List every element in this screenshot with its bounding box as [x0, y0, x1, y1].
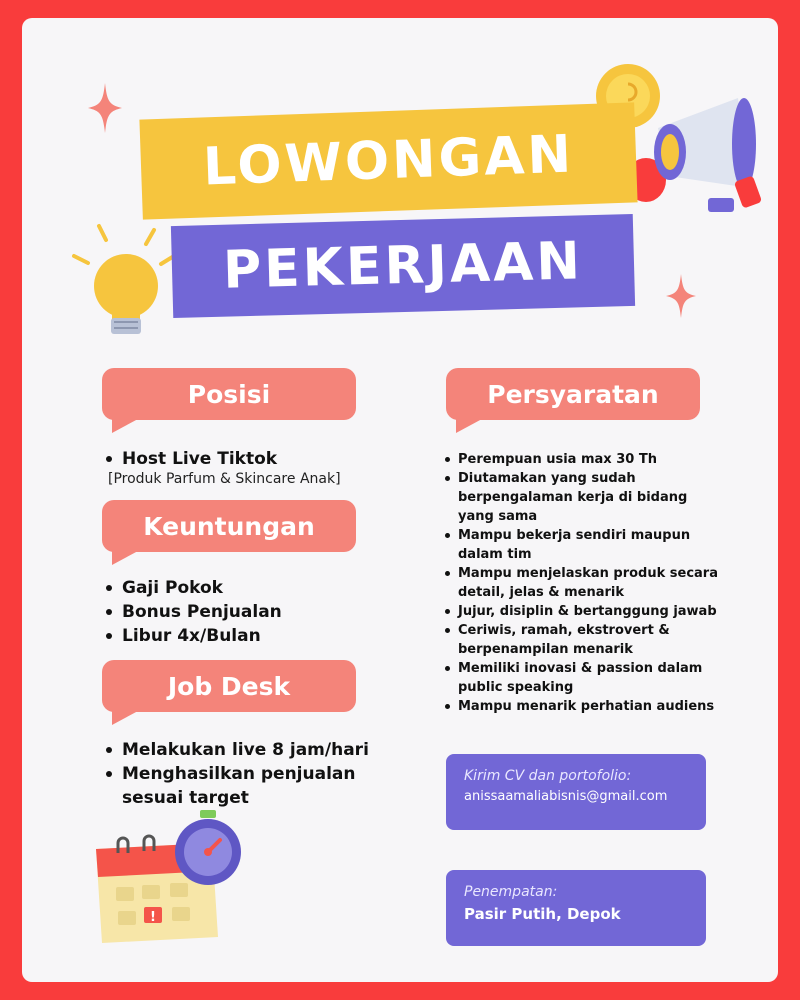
list-item: Mampu bekerja sendiri maupun dalam tim	[444, 526, 724, 564]
sparkle-icon	[666, 273, 696, 319]
list-item: Perempuan usia max 30 Th	[444, 450, 724, 469]
placement-label: Penempatan:	[464, 884, 558, 900]
keuntungan-section	[104, 576, 404, 648]
list-item: Memiliki inovasi & passion dalam public speaking	[444, 659, 724, 697]
contact-email[interactable]: anissaamaliabisnis@gmail.com	[464, 789, 668, 804]
keuntungan-heading: Keuntungan	[102, 500, 356, 552]
list-item: Menghasilkan penjualan sesuai target	[104, 762, 374, 810]
title-banner-top	[139, 102, 637, 219]
list-item: Libur 4x/Bulan	[104, 624, 404, 648]
list-item: Mampu menarik perhatian audiens	[444, 697, 724, 716]
posisi-section	[104, 447, 404, 487]
title-line-1: LOWONGAN	[202, 124, 575, 198]
lightbulb-icon	[64, 218, 184, 338]
posisi-note: [Produk Parfum & Skincare Anak]	[108, 471, 341, 487]
posisi-heading: Posisi	[102, 368, 356, 420]
placement-box	[446, 870, 706, 946]
persyaratan-heading: Persyaratan	[446, 368, 700, 420]
list-item: Host Live Tiktok	[104, 447, 404, 471]
jobdesk-section	[104, 738, 374, 810]
sparkle-icon	[88, 83, 122, 133]
list-item: Diutamakan yang sudah berpengalaman kerja di bidang yang sama	[444, 469, 724, 526]
list-item: Gaji Pokok	[104, 576, 404, 600]
list-item: Bonus Penjualan	[104, 600, 404, 624]
poster-card	[22, 18, 778, 982]
contact-label: Kirim CV dan portofolio:	[464, 768, 632, 784]
persyaratan-section	[444, 450, 724, 716]
stopwatch-icon	[168, 808, 248, 888]
title-banner-bottom	[171, 214, 635, 318]
contact-box	[446, 754, 706, 830]
list-item: Mampu menjelaskan produk secara detail, jelas & menarik	[444, 564, 724, 602]
list-item: Melakukan live 8 jam/hari	[104, 738, 374, 762]
placement-location: Pasir Putih, Depok	[464, 905, 621, 923]
svg-text:!: !	[150, 910, 156, 925]
list-item: Jujur, disiplin & bertanggung jawab	[444, 602, 724, 621]
list-item: Ceriwis, ramah, ekstrovert & berpenampilan menarik	[444, 621, 724, 659]
title-line-2: PEKERJAAN	[222, 231, 584, 301]
jobdesk-heading: Job Desk	[102, 660, 356, 712]
